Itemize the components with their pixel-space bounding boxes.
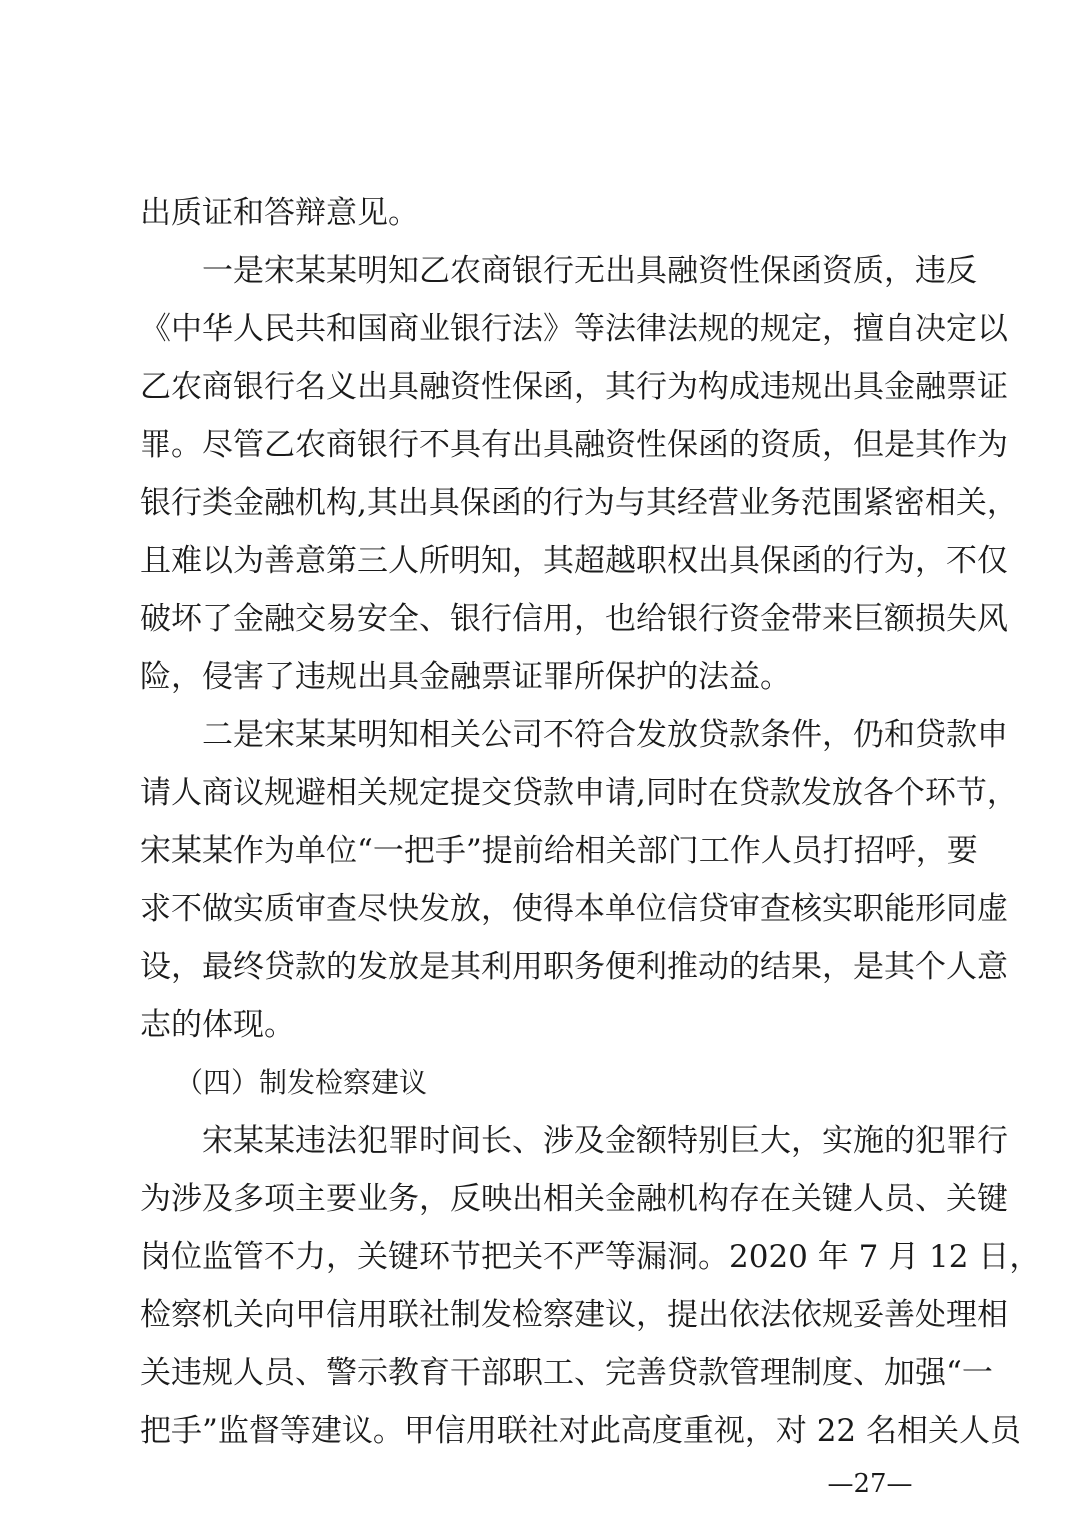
- section-heading: （四）制发检察建议: [175, 1066, 428, 1099]
- text-line: 二是宋某某明知相关公司不符合发放贷款条件，仍和贷款申: [202, 717, 1008, 753]
- text-line: 破坏了金融交易安全、银行信用，也给银行资金带来巨额损失风: [140, 601, 1008, 637]
- text-line: 宋某某作为单位“一把手”提前给相关部门工作人员打招呼，要: [140, 833, 978, 869]
- text-line: 设，最终贷款的发放是其利用职务便利推动的结果，是其个人意: [140, 949, 1008, 985]
- text-line: 且难以为善意第三人所明知，其超越职权出具保函的行为，不仅: [140, 543, 1008, 579]
- text-line: 出质证和答辩意见。: [140, 195, 419, 231]
- text-line: 《中华人民共和国商业银行法》等法律法规的规定，擅自决定以: [140, 311, 1008, 347]
- text-line: 把手”监督等建议。甲信用联社对此高度重视，对 22 名相关人员: [140, 1413, 1021, 1449]
- text-line: 宋某某违法犯罪时间长、涉及金额特别巨大，实施的犯罪行: [202, 1123, 1008, 1159]
- text-line: 请人商议规避相关规定提交贷款申请,同时在贷款发放各个环节，: [140, 775, 1018, 811]
- text-line: 关违规人员、警示教育干部职工、完善贷款管理制度、加强“一: [140, 1355, 993, 1391]
- text-line: 险，侵害了违规出具金融票证罪所保护的法益。: [140, 659, 791, 695]
- text-line: 岗位监管不力，关键环节把关不严等漏洞。2020 年 7 月 12 日，: [140, 1239, 1041, 1275]
- text-line: 志的体现。: [140, 1007, 295, 1043]
- text-line: 检察机关向甲信用联社制发检察建议，提出依法依规妥善处理相: [140, 1297, 1008, 1333]
- text-line: 为涉及多项主要业务，反映出相关金融机构存在关键人员、关键: [140, 1181, 1008, 1217]
- text-line: 求不做实质审查尽快发放，使得本单位信贷审查核实职能形同虚: [140, 891, 1008, 927]
- page-number: —27—: [827, 1469, 913, 1499]
- text-line: 一是宋某某明知乙农商银行无出具融资性保函资质，违反: [202, 253, 977, 289]
- text-line: 银行类金融机构,其出具保函的行为与其经营业务范围紧密相关，: [140, 485, 1018, 521]
- text-line: 罪。尽管乙农商银行不具有出具融资性保函的资质，但是其作为: [140, 427, 1008, 463]
- text-line: 乙农商银行名义出具融资性保函，其行为构成违规出具金融票证: [140, 369, 1008, 405]
